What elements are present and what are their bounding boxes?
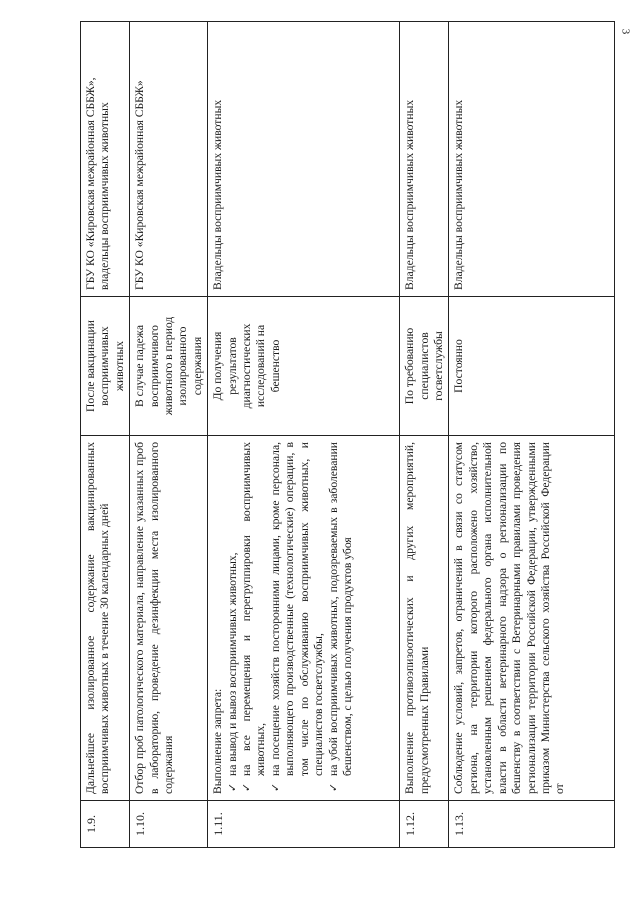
list-item-text: на все перемещения и перегруппировки восприимчивых животных, <box>240 442 268 776</box>
deadline-cell: После вакцинации восприимчивых животных <box>81 297 130 436</box>
row-number: 1.11. <box>208 801 400 848</box>
list-item-text: на убой восприимчивых животных, подозреваемых в заболевании бешенством, с целью получения продуктов убоя <box>326 442 354 776</box>
list-item <box>240 442 269 794</box>
table-row <box>400 22 449 848</box>
responsible-cell: Владельцы восприимчивых животных <box>449 22 615 297</box>
table-row <box>449 22 615 848</box>
checkmark-icon: ✓ <box>240 782 254 792</box>
list-item <box>327 442 356 794</box>
list-item-text: на вывод и вывоз восприимчивых животных, <box>225 552 239 776</box>
deadline-cell: По требованию специалистов госветслужбы <box>400 297 449 436</box>
table-row <box>208 22 400 848</box>
row-number: 1.10. <box>130 801 208 848</box>
deadline-cell: До получения результатов диагностических исследований на бешенство <box>208 297 400 436</box>
responsible-cell: Владельцы восприимчивых животных <box>400 22 449 297</box>
deadline-cell: Постоянно <box>449 297 615 436</box>
checkmark-icon: ✓ <box>225 782 239 792</box>
measure-cell: Дальнейшее изолированное содержание вакцинированных восприимчивых животных в течение 30 календарных дней <box>81 436 130 801</box>
measure-cell: Выполнение противоэпизоотических и других мероприятий, предусмотренных Правилами <box>400 436 449 801</box>
deadline-cell: В случае падежа восприимчивого животного в период изолированного содержания <box>130 297 208 436</box>
measure-cell: Отбор проб патологического материала, направление указанных проб в лабораторию, проведение дезинфекции места изолированного содержания <box>130 436 208 801</box>
list-item <box>226 442 240 794</box>
checkmark-icon: ✓ <box>268 782 282 792</box>
list-item-text: на посещение хозяйств посторонними лицами, кроме персонала, выполняющего производственные (технологические) операции, в том числе по обслуживанию восприимчивых животных, и специалистов госветслужбы, <box>268 442 326 776</box>
responsible-cell: Владельцы восприимчивых животных <box>208 22 400 297</box>
row-number: 1.12. <box>400 801 449 848</box>
page-number: 3 <box>618 28 631 35</box>
responsible-cell: ГБУ КО «Кировская межрайонная СББЖ», владельцы восприимчивых животных <box>81 22 130 297</box>
measure-cell: Соблюдение условий, запретов, ограничений в связи со статусом региона, на территории которого расположено хозяйство, установленным решением федерального органа исполнительной власти в области ветеринарного надзора о регионализации по бешенству в соответствии с Ветеринарными правилами проведения регионализации территории Российской Федерации, утвержденными приказом Министерства сельского хозяйства Российской Федерации от <box>449 436 615 801</box>
row-number: 1.9. <box>81 801 130 848</box>
row-number: 1.13. <box>449 801 615 848</box>
prohibition-intro: Выполнение запрета: <box>211 688 225 794</box>
prohibition-list <box>226 442 356 794</box>
responsible-cell: ГБУ КО «Кировская межрайонная СББЖ» <box>130 22 208 297</box>
measures-table <box>80 21 615 848</box>
table-row <box>81 22 130 848</box>
checkmark-icon: ✓ <box>326 782 340 792</box>
table-rotation-wrapper <box>80 22 631 848</box>
measure-cell <box>208 436 400 801</box>
table-row <box>130 22 208 848</box>
rotated-table-area <box>80 22 631 848</box>
list-item <box>269 442 327 794</box>
